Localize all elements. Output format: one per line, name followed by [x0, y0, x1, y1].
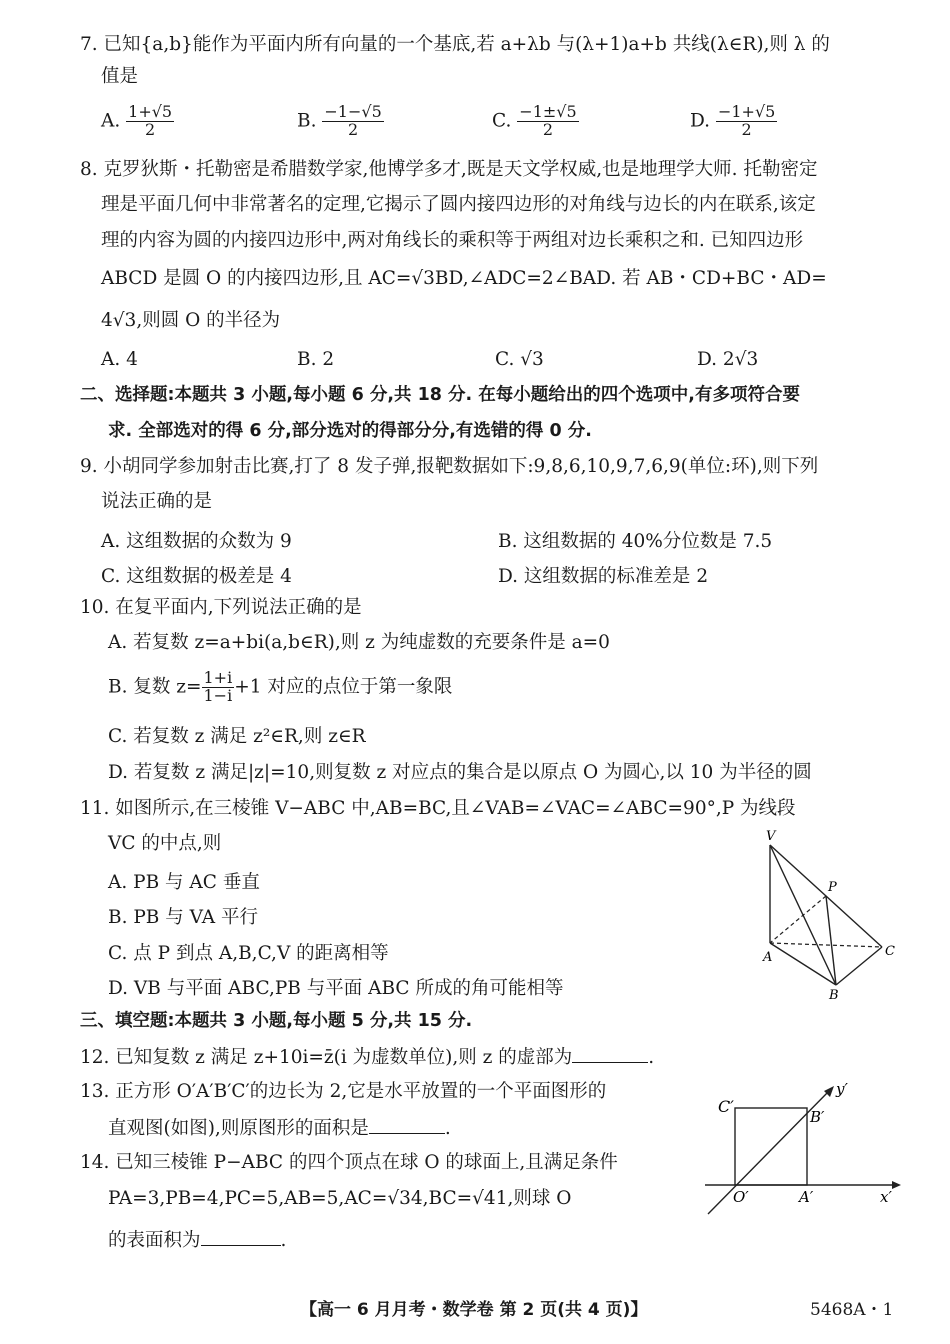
- q10-option-b: [108, 670, 452, 705]
- q7-partial-line-clip: [80, 30, 910, 56]
- q8-option-a: A. 4: [101, 349, 138, 370]
- q7-option-c-den: 2: [542, 119, 554, 139]
- q7-option-b: [297, 104, 384, 139]
- label-o-prime: O′: [733, 1188, 749, 1206]
- x-axis-arrow: [892, 1181, 901, 1189]
- q7-stem-line2: 值是: [101, 66, 139, 87]
- q7-stem-partial: 7. 已知{a,b}能作为平面内所有向量的一个基底,若 a+λb 与(λ+1)a+b 共线(λ∈R),则 λ 的: [80, 34, 830, 55]
- q7-option-b-fraction: [322, 104, 383, 139]
- section-2-heading-line-2: 求. 全部选对的得 6 分,部分选对的得部分分,有选错的得 0 分.: [108, 421, 592, 441]
- label-v: V: [766, 829, 776, 844]
- q12-post: .: [648, 1047, 655, 1068]
- footer-code: 5468A・1: [810, 1300, 894, 1320]
- q13-line-1: 13. 正方形 O′A′B′C′的边长为 2,它是水平放置的一个平面图形的: [80, 1081, 607, 1102]
- q7-option-a-num: 1+√5: [128, 102, 173, 121]
- q7-option-d: [690, 104, 777, 139]
- q7-option-a: [101, 104, 174, 139]
- q10-option-b-num: 1+i: [203, 668, 233, 687]
- label-b-prime: B′: [810, 1108, 825, 1126]
- q11-tetrahedron-figure: [750, 825, 910, 1005]
- q8-option-c: C. √3: [495, 349, 544, 370]
- q8-line-2: 理是平面几何中非常著名的定理,它揭示了圆内接四边形的对角线与边长的内在联系,该定: [101, 194, 816, 215]
- q12-answer-blank: [572, 1046, 648, 1063]
- q8-line-1: 8. 克罗狄斯・托勒密是希腊数学家,他博学多才,既是天文学权威,也是地理学大师. 托勒密定: [80, 159, 818, 180]
- q10-option-b-fraction: [202, 670, 235, 705]
- q7-option-a-letter: A.: [101, 110, 121, 132]
- q9-option-a: A. 这组数据的众数为 9: [101, 531, 292, 552]
- q14-line-2: PA=3,PB=4,PC=5,AB=5,AC=√34,BC=√41,则球 O: [108, 1188, 572, 1209]
- q11-option-d: D. VB 与平面 ABC,PB 与平面 ABC 所成的角可能相等: [108, 978, 564, 999]
- label-a: A: [763, 950, 773, 965]
- q7-option-c: [492, 104, 579, 139]
- q8-line-4: ABCD 是圆 O 的内接四边形,且 AC=√3BD,∠ADC=2∠BAD. 若 AB・CD+BC・AD=: [101, 268, 827, 289]
- edge-ac-hidden: [770, 943, 882, 947]
- label-b: B: [829, 988, 839, 1003]
- q8-option-d: D. 2√3: [697, 349, 759, 370]
- segment-pb: [826, 896, 836, 985]
- q10-option-d: D. 若复数 z 满足|z|=10,则复数 z 对应点的集合是以原点 O 为圆心,以 10 为半径的圆: [108, 762, 812, 783]
- label-y-prime: y′: [836, 1080, 848, 1098]
- q10-option-b-post: +1 对应的点位于第一象限: [234, 676, 453, 698]
- q10-stem: 10. 在复平面内,下列说法正确的是: [80, 597, 362, 618]
- square-o-a-b-c: [735, 1108, 807, 1185]
- q9-line-1: 9. 小胡同学参加射击比赛,打了 8 发子弹,报靶数据如下:9,8,6,10,9,7,6,9(单位:环),则下列: [80, 456, 819, 477]
- q11-line-2: VC 的中点,则: [108, 833, 222, 854]
- section-2-heading-line-1: 二、选择题:本题共 3 小题,每小题 6 分,共 18 分. 在每小题给出的四个选项中,有多项符合要: [80, 385, 800, 405]
- q7-option-b-den: 2: [347, 119, 359, 139]
- q10-option-b-den: 1−i: [203, 685, 233, 705]
- q8-line-3: 理的内容为圆的内接四边形中,两对角线长的乘积等于两组对边长乘积之和. 已知四边形: [101, 230, 804, 251]
- q8-option-b: B. 2: [297, 349, 335, 370]
- q7-option-d-num: −1+√5: [717, 102, 776, 121]
- section-3-heading: 三、填空题:本题共 3 小题,每小题 5 分,共 15 分.: [80, 1011, 473, 1031]
- q7-option-d-den: 2: [741, 119, 752, 139]
- q13-post: .: [444, 1118, 451, 1139]
- q11-option-c: C. 点 P 到点 A,B,C,V 的距离相等: [108, 943, 389, 964]
- label-a-prime: A′: [799, 1188, 814, 1206]
- q11-line-1: 11. 如图所示,在三棱锥 V−ABC 中,AB=BC,且∠VAB=∠VAC=∠ABC=90°,P 为线段: [80, 798, 796, 819]
- q9-option-b: B. 这组数据的 40%分位数是 7.5: [498, 531, 773, 552]
- q11-option-a: A. PB 与 AC 垂直: [108, 872, 260, 893]
- q9-option-d: D. 这组数据的标准差是 2: [498, 566, 709, 587]
- q10-option-a: A. 若复数 z=a+bi(a,b∈R),则 z 为纯虚数的充要条件是 a=0: [108, 632, 610, 653]
- q12-text: 12. 已知复数 z 满足 z+10i=z̄(i 为虚数单位),则 z 的虚部为: [80, 1047, 573, 1068]
- q7-option-b-num: −1−√5: [324, 102, 382, 121]
- q7-option-b-letter: B.: [297, 110, 317, 132]
- q14-post: .: [280, 1230, 287, 1251]
- footer-page-info: 【高一 6 月月考・数学卷 第 2 页(共 4 页)】: [300, 1300, 648, 1320]
- q7-option-a-fraction: [126, 104, 174, 139]
- q11-option-b: B. PB 与 VA 平行: [108, 907, 259, 928]
- q12-line: [80, 1046, 654, 1069]
- label-c: C: [885, 944, 895, 959]
- q14-text: 的表面积为: [108, 1230, 201, 1251]
- q7-option-d-letter: D.: [690, 110, 711, 132]
- q14-line-3: [108, 1229, 286, 1252]
- q9-line-2: 说法正确的是: [101, 491, 213, 512]
- q13-text: 直观图(如图),则原图形的面积是: [108, 1118, 369, 1139]
- q7-option-c-num: −1±√5: [519, 102, 577, 121]
- label-c-prime: C′: [718, 1097, 734, 1116]
- q13-answer-blank: [369, 1117, 445, 1134]
- q7-option-a-den: 2: [145, 119, 156, 139]
- q13-intuitive-figure: [700, 1078, 905, 1223]
- q13-line-2: [108, 1117, 451, 1140]
- q7-option-d-fraction: [716, 104, 777, 139]
- q7-option-c-letter: C.: [492, 110, 512, 132]
- q14-line-1: 14. 已知三棱锥 P−ABC 的四个顶点在球 O 的球面上,且满足条件: [80, 1152, 618, 1173]
- q10-option-b-pre: B. 复数 z=: [108, 676, 202, 698]
- q10-option-c: C. 若复数 z 满足 z²∈R,则 z∈R: [108, 726, 366, 747]
- label-p: P: [828, 880, 837, 895]
- q9-option-c: C. 这组数据的极差是 4: [101, 566, 292, 587]
- label-x-prime: x′: [880, 1188, 892, 1206]
- footer-clip: [0, 1288, 950, 1344]
- edge-bc: [836, 947, 882, 985]
- q7-option-c-fraction: [517, 104, 578, 139]
- q14-answer-blank: [201, 1229, 281, 1246]
- q8-line-5: 4√3,则圆 O 的半径为: [101, 310, 281, 331]
